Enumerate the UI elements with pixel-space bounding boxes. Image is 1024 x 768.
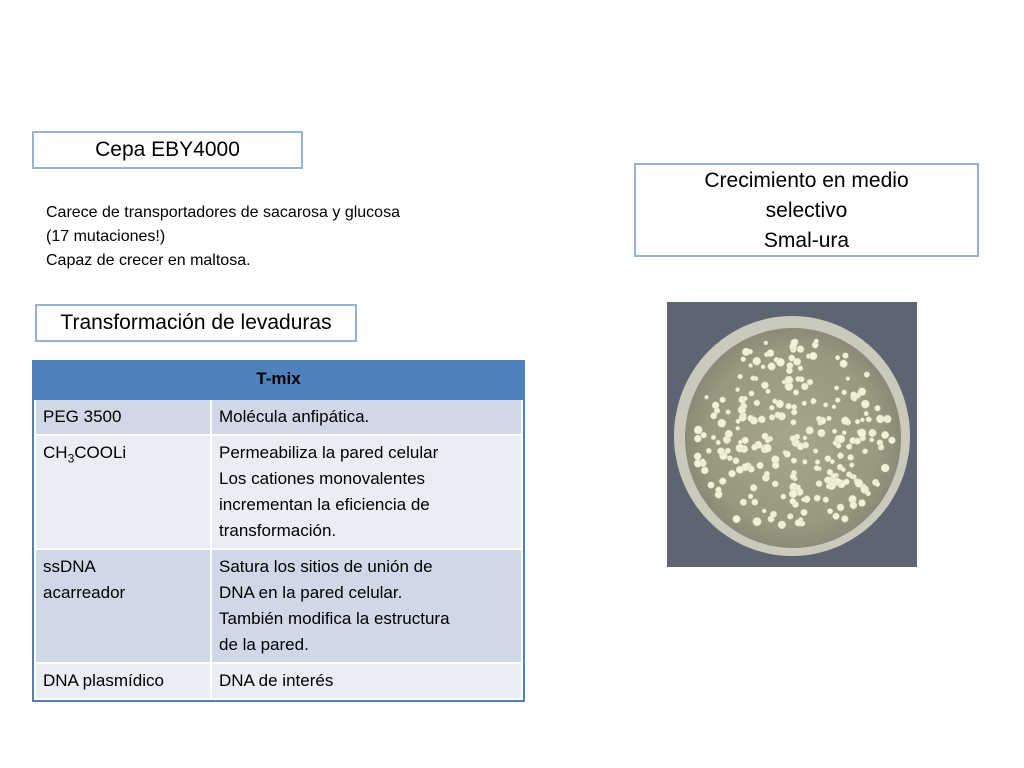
colony xyxy=(712,402,719,409)
colony xyxy=(791,458,797,464)
growth-medium-box xyxy=(634,163,979,257)
table-row xyxy=(35,549,522,663)
growth-line: Crecimiento en medio xyxy=(704,169,909,192)
function-line: También modifica la estructura xyxy=(219,609,450,628)
colony xyxy=(750,484,757,491)
strain-title-box xyxy=(32,131,303,169)
colony xyxy=(823,497,829,503)
colony xyxy=(814,465,819,470)
colony xyxy=(753,517,761,525)
colony xyxy=(748,494,753,499)
function-line: Los cationes monovalentes xyxy=(219,469,426,488)
colony xyxy=(776,358,784,366)
colony xyxy=(881,464,889,472)
transformation-title-box xyxy=(35,304,357,342)
colony xyxy=(757,462,764,469)
colony xyxy=(837,435,845,443)
colony xyxy=(801,509,808,516)
colony xyxy=(814,339,819,344)
colony xyxy=(772,481,778,487)
colony xyxy=(883,417,888,422)
colony xyxy=(753,357,761,365)
colony xyxy=(763,444,771,452)
colony xyxy=(701,467,708,474)
table-row xyxy=(35,399,522,435)
function-cell xyxy=(211,663,522,699)
function-line: DNA de interés xyxy=(219,671,334,690)
function-cell xyxy=(211,549,522,663)
colony xyxy=(854,438,860,444)
colony xyxy=(826,484,831,489)
component-cell xyxy=(35,435,211,549)
colony xyxy=(711,413,717,419)
colony xyxy=(736,426,740,430)
colony xyxy=(748,466,755,473)
colony xyxy=(848,454,854,460)
colony xyxy=(841,467,845,471)
colony xyxy=(835,398,840,403)
colony xyxy=(778,521,786,529)
colony xyxy=(791,420,797,426)
colony xyxy=(860,418,864,422)
colony xyxy=(794,434,799,439)
colony xyxy=(858,429,866,437)
colony xyxy=(694,435,701,442)
colony xyxy=(758,416,765,423)
colony xyxy=(823,403,828,408)
colony xyxy=(791,409,797,415)
colony xyxy=(866,491,871,496)
colony xyxy=(807,379,813,385)
strain-description xyxy=(46,201,400,273)
description-line: (17 mutaciones!) xyxy=(46,228,166,245)
colony xyxy=(834,386,838,390)
colony xyxy=(814,495,820,501)
colony xyxy=(726,410,731,415)
colony xyxy=(863,449,868,454)
colony xyxy=(841,515,848,522)
colony xyxy=(864,411,869,416)
colony xyxy=(783,450,787,454)
colony xyxy=(706,448,711,453)
colony xyxy=(835,355,840,360)
colony xyxy=(705,395,709,399)
colony xyxy=(694,453,701,460)
colony xyxy=(761,382,768,389)
colony xyxy=(841,417,849,425)
colony xyxy=(850,463,855,468)
colony xyxy=(855,419,860,424)
colony xyxy=(716,440,721,445)
colony xyxy=(802,459,807,464)
description-line: Carece de transportadores de sacarosa y glucosa xyxy=(46,204,400,221)
colony xyxy=(796,376,801,381)
colony xyxy=(830,459,835,464)
colony xyxy=(701,432,707,438)
colony xyxy=(843,353,849,359)
colony xyxy=(766,389,771,394)
tmix-table xyxy=(34,362,523,700)
colony xyxy=(798,490,804,496)
colony xyxy=(748,349,753,354)
growth-line: selectivo xyxy=(765,199,848,222)
colony xyxy=(859,500,866,507)
function-cell xyxy=(211,435,522,549)
colony xyxy=(795,485,801,491)
colony xyxy=(844,479,850,485)
function-cell xyxy=(211,399,522,435)
colony xyxy=(819,417,826,424)
colony xyxy=(725,430,733,438)
petri-dish-photo xyxy=(667,302,917,567)
transformation-title: Transformación de levaduras xyxy=(60,311,332,334)
colony xyxy=(738,440,742,444)
colony xyxy=(824,477,831,484)
function-line: Satura los sitios de unión de xyxy=(219,557,433,576)
strain-title: Cepa EBY4000 xyxy=(95,138,240,161)
colony xyxy=(818,429,826,437)
colony xyxy=(850,475,854,479)
component-cell: PEG 3500 xyxy=(35,399,211,435)
colony xyxy=(752,499,758,505)
colony xyxy=(718,448,725,455)
colony xyxy=(733,458,739,464)
colony xyxy=(743,396,747,400)
colony xyxy=(880,444,884,448)
colony xyxy=(850,502,857,509)
colony xyxy=(797,346,804,353)
colony xyxy=(816,481,822,487)
colony xyxy=(768,363,776,371)
colony xyxy=(872,431,877,436)
colony xyxy=(720,397,726,403)
colony xyxy=(781,494,786,499)
function-line: transformación. xyxy=(219,521,337,540)
colony xyxy=(738,374,743,379)
colony xyxy=(769,415,775,421)
colony xyxy=(718,419,726,427)
colony xyxy=(741,357,746,362)
formula-part: COOLi xyxy=(74,443,127,462)
colony xyxy=(827,509,832,514)
colony xyxy=(806,427,814,435)
colony xyxy=(762,509,766,513)
table-row xyxy=(35,663,522,699)
colony xyxy=(736,444,744,452)
component-line: acarreador xyxy=(43,583,126,602)
colony xyxy=(742,437,749,444)
growth-line: Smal-ura xyxy=(763,229,850,252)
colony xyxy=(875,482,880,487)
colony xyxy=(787,514,792,519)
colony xyxy=(750,417,758,425)
colony xyxy=(770,511,776,517)
colony xyxy=(751,444,757,450)
colony xyxy=(864,372,870,378)
function-line: Permeabiliza la pared celular xyxy=(219,443,439,462)
table-row xyxy=(35,435,522,549)
colony xyxy=(708,482,715,489)
colony xyxy=(789,490,797,498)
colony xyxy=(803,436,807,440)
function-line: DNA en la pared celular. xyxy=(219,583,403,602)
colony xyxy=(813,449,818,454)
colony xyxy=(801,498,805,502)
colony xyxy=(725,448,731,454)
colony xyxy=(791,339,798,346)
function-line: Molécula anfipática. xyxy=(219,407,370,426)
colony xyxy=(740,499,747,506)
colony xyxy=(727,456,732,461)
colony xyxy=(832,429,837,434)
colony xyxy=(802,401,807,406)
colony xyxy=(889,437,896,444)
colony xyxy=(832,405,836,409)
colony xyxy=(764,471,769,476)
colony xyxy=(836,443,841,448)
colony xyxy=(811,398,817,404)
colony xyxy=(831,473,837,479)
colony xyxy=(694,426,702,434)
colony xyxy=(827,416,832,421)
colony xyxy=(881,431,888,438)
component-line: ssDNA xyxy=(43,557,96,576)
colony xyxy=(833,513,840,520)
component-cell: DNA plasmídico xyxy=(35,663,211,699)
colony xyxy=(778,412,786,420)
colony xyxy=(793,358,800,365)
colony xyxy=(764,341,768,345)
colony xyxy=(751,376,756,381)
function-line: incrementan la eficiencia de xyxy=(219,495,430,514)
colony xyxy=(711,435,716,440)
description-line: Capaz de crecer en maltosa. xyxy=(46,252,251,269)
colony xyxy=(866,417,871,422)
colony xyxy=(790,474,796,480)
colony xyxy=(858,388,866,396)
table-header: T-mix xyxy=(35,363,522,399)
colony xyxy=(842,431,846,435)
function-line: de la pared. xyxy=(219,635,309,654)
colony xyxy=(846,377,850,381)
colony xyxy=(719,478,726,485)
colony xyxy=(870,438,874,442)
colony xyxy=(769,405,774,410)
formula-part: CH xyxy=(43,443,68,462)
colony xyxy=(798,366,803,371)
colony xyxy=(793,390,799,396)
colony xyxy=(875,405,881,411)
colony xyxy=(749,364,753,368)
colony xyxy=(786,403,792,409)
colony xyxy=(736,466,743,473)
colony xyxy=(767,350,774,357)
colony xyxy=(815,460,820,465)
colony xyxy=(846,444,852,450)
colony xyxy=(787,362,793,368)
colony xyxy=(801,383,808,390)
colony xyxy=(861,400,869,408)
colony xyxy=(716,487,722,493)
colony xyxy=(761,365,765,369)
colony xyxy=(765,439,770,444)
colony xyxy=(797,443,804,450)
colony xyxy=(733,515,741,523)
colony xyxy=(842,390,847,395)
colony xyxy=(701,459,705,463)
formula-subscript: 3 xyxy=(67,451,75,466)
colony xyxy=(790,498,796,504)
colony xyxy=(772,462,779,469)
colony xyxy=(754,400,760,406)
colony xyxy=(749,391,754,396)
colony xyxy=(792,404,797,409)
component-cell xyxy=(35,549,211,663)
colony xyxy=(840,360,848,368)
colony xyxy=(795,519,802,526)
colony xyxy=(837,504,844,511)
colony xyxy=(809,352,817,360)
colony xyxy=(782,380,786,384)
colony xyxy=(837,453,843,459)
colony xyxy=(776,400,784,408)
colony xyxy=(729,470,736,477)
colony xyxy=(851,392,857,398)
colony xyxy=(736,388,740,392)
colony xyxy=(742,413,747,418)
